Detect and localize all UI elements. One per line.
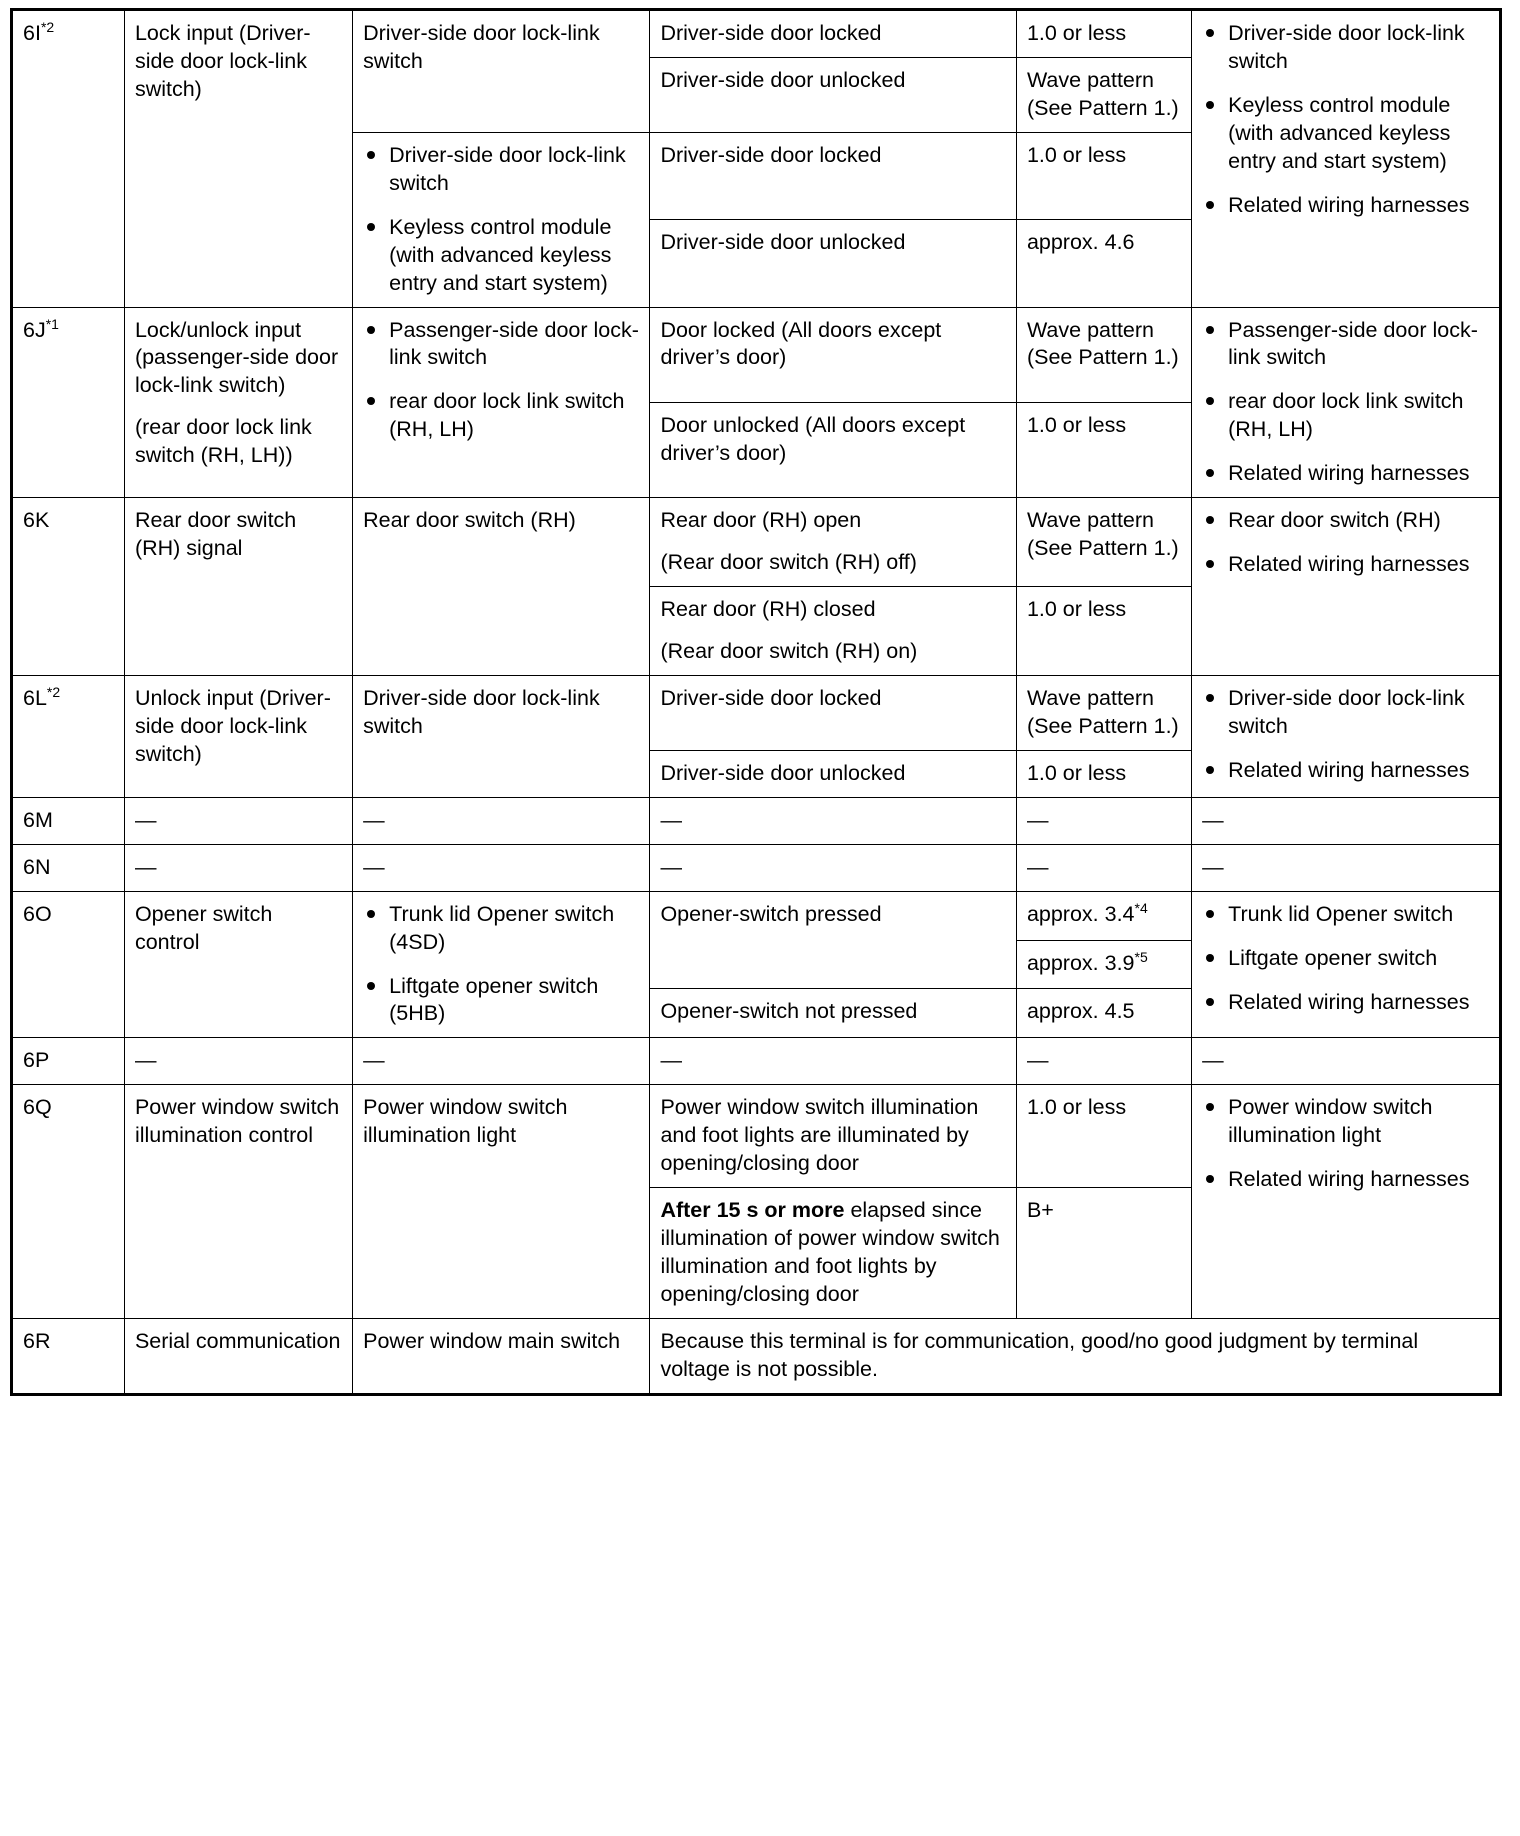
terminal-cell <box>12 1318 125 1394</box>
condition-label: Power window switch illumination and foot lights are illuminated by opening/closing door <box>660 1095 979 1176</box>
signal-cell <box>353 675 650 797</box>
table-row <box>12 1318 1501 1394</box>
item-cell <box>124 891 352 1038</box>
list-item: Driver-side door lock-link switch <box>363 142 639 198</box>
inspection-cell <box>1192 891 1501 1038</box>
voltage-cell <box>1016 1085 1191 1188</box>
list-item: rear door lock link switch (RH, LH) <box>363 388 639 444</box>
item-cell <box>124 498 352 676</box>
condition-label: Door unlocked (All doors except driver’s door) <box>660 412 966 465</box>
condition-label: Driver-side door locked <box>660 685 882 710</box>
table-row <box>12 1085 1501 1188</box>
list-item: Trunk lid Opener switch (4SD) <box>363 901 639 957</box>
item-cell <box>124 675 352 797</box>
table-row <box>12 307 1501 402</box>
signal-list <box>363 142 639 298</box>
list-item: Related wiring harnesses <box>1202 551 1489 579</box>
terminal-label: 6L <box>23 685 47 710</box>
signal-cell <box>353 1085 650 1319</box>
terminal-cell <box>12 891 125 1038</box>
inspection-list <box>1202 685 1489 785</box>
condition-label: Rear door (RH) closed <box>660 597 876 622</box>
condition-cell <box>650 891 1016 989</box>
inspection-list <box>1202 317 1489 489</box>
list-item: Keyless control module (with advanced keyless entry and start system) <box>1202 92 1489 176</box>
item-cell: — <box>124 1038 352 1085</box>
signal-cell <box>353 1318 650 1394</box>
inspection-list <box>1202 20 1489 220</box>
condition-label: elapsed since illumination of power window switch illumination and foot lights by opening/closing door <box>660 1198 1000 1306</box>
signal-cell: — <box>353 844 650 891</box>
item-cell <box>124 1085 352 1319</box>
condition-sublabel: (Rear door switch (RH) on) <box>660 639 918 663</box>
signal-list <box>363 317 639 445</box>
voltage-value: Wave pattern (See Pattern 1.) <box>1026 317 1179 370</box>
terminal-label: 6M <box>23 807 53 832</box>
condition-cell <box>650 675 1016 750</box>
condition-cell <box>650 1188 1016 1319</box>
voltage-cell <box>1016 498 1191 587</box>
table-row <box>12 797 1501 844</box>
terminal-cell <box>12 844 125 891</box>
condition-cell: — <box>650 797 1016 844</box>
inspection-cell <box>1192 498 1501 676</box>
voltage-cell: — <box>1016 1038 1191 1085</box>
terminal-label: 6I <box>23 21 41 45</box>
condition-cell: — <box>650 844 1016 891</box>
voltage-value: 1.0 or less <box>1026 597 1127 622</box>
signal-label: Driver-side door lock-link switch <box>363 21 600 73</box>
terminal-label: 6R <box>23 1328 51 1353</box>
voltage-value: B+ <box>1026 1198 1054 1223</box>
voltage-value: Wave pattern (See Pattern 1.) <box>1026 508 1179 561</box>
inspection-list <box>1202 507 1489 579</box>
signal-list <box>363 901 639 1029</box>
list-item: Driver-side door lock-link switch <box>1202 20 1489 76</box>
item-sublabel: (rear door lock link switch (RH, LH)) <box>134 415 312 468</box>
terminal-cell <box>12 307 125 498</box>
terminal-label: 6J <box>23 317 46 342</box>
voltage-value: approx. 3.9 <box>1026 950 1135 975</box>
condition-label: Opener-switch pressed <box>660 901 882 926</box>
item-label: Rear door switch (RH) signal <box>134 508 297 561</box>
voltage-cell <box>1016 989 1191 1038</box>
table-row <box>12 891 1501 940</box>
signal-cell <box>353 132 650 307</box>
signal-cell <box>353 10 650 133</box>
terminal-label: 6K <box>23 508 50 533</box>
item-cell <box>124 1318 352 1394</box>
condition-label: Driver-side door unlocked <box>660 67 906 92</box>
item-cell: — <box>124 844 352 891</box>
note-text: Because this terminal is for communication, good/no good judgment by terminal voltage is not possible. <box>660 1328 1419 1381</box>
voltage-cell <box>1016 675 1191 750</box>
list-item: Related wiring harnesses <box>1202 989 1489 1017</box>
condition-cell <box>650 1085 1016 1188</box>
voltage-footnote: *5 <box>1134 948 1148 965</box>
voltage-cell <box>1016 10 1191 58</box>
item-cell <box>124 307 352 498</box>
voltage-cell: — <box>1016 797 1191 844</box>
terminal-cell <box>12 1085 125 1319</box>
inspection-list <box>1202 901 1489 1017</box>
note-cell <box>650 1318 1501 1394</box>
inspection-cell <box>1192 307 1501 498</box>
condition-label: Driver-side door unlocked <box>660 230 906 255</box>
voltage-cell <box>1016 57 1191 132</box>
item-label: Opener switch control <box>134 901 273 954</box>
inspection-cell: — <box>1192 844 1501 891</box>
inspection-cell: — <box>1192 797 1501 844</box>
list-item: Related wiring harnesses <box>1202 192 1489 220</box>
list-item: rear door lock link switch (RH, LH) <box>1202 388 1489 444</box>
condition-cell <box>650 989 1016 1038</box>
list-item: Trunk lid Opener switch <box>1202 901 1489 929</box>
condition-label: Driver-side door unlocked <box>660 760 906 785</box>
voltage-cell <box>1016 307 1191 402</box>
voltage-value: 1.0 or less <box>1026 1095 1127 1120</box>
terminal-cell <box>12 1038 125 1085</box>
item-label: Unlock input (Driver-side door lock-link switch) <box>134 685 331 766</box>
table-row <box>12 10 1501 58</box>
condition-cell <box>650 132 1016 219</box>
inspection-cell <box>1192 675 1501 797</box>
terminal-cell <box>12 675 125 797</box>
condition-cell <box>650 498 1016 587</box>
voltage-cell <box>1016 587 1191 676</box>
voltage-cell <box>1016 891 1191 940</box>
list-item: Rear door switch (RH) <box>1202 507 1489 535</box>
signal-cell: — <box>353 797 650 844</box>
inspection-cell <box>1192 10 1501 308</box>
terminal-label: 6P <box>23 1048 50 1073</box>
item-label: Lock/unlock input (passenger-side door lock-link switch) <box>134 317 339 398</box>
voltage-footnote: *4 <box>1134 899 1148 916</box>
terminal-voltage-table <box>10 8 1502 1396</box>
terminal-cell <box>12 797 125 844</box>
voltage-cell <box>1016 940 1191 989</box>
signal-label: Rear door switch (RH) <box>363 508 576 533</box>
voltage-cell: — <box>1016 844 1191 891</box>
table-row <box>12 675 1501 750</box>
item-cell <box>124 10 352 308</box>
signal-label: Power window switch illumination light <box>363 1095 568 1148</box>
signal-cell: — <box>353 1038 650 1085</box>
terminal-cell <box>12 498 125 676</box>
voltage-value: 1.0 or less <box>1026 142 1127 167</box>
voltage-cell <box>1016 1188 1191 1319</box>
item-label: Serial communication <box>134 1328 341 1353</box>
list-item: Related wiring harnesses <box>1202 460 1489 488</box>
terminal-cell <box>12 10 125 308</box>
condition-cell <box>650 10 1016 58</box>
signal-cell <box>353 498 650 676</box>
item-cell: — <box>124 797 352 844</box>
voltage-value: approx. 3.4 <box>1026 901 1135 926</box>
list-item: Liftgate opener switch (5HB) <box>363 973 639 1029</box>
table-row <box>12 498 1501 587</box>
list-item: Keyless control module (with advanced keyless entry and start system) <box>363 214 639 298</box>
condition-label: Rear door (RH) open <box>660 508 862 533</box>
signal-cell <box>353 307 650 498</box>
terminal-label: 6N <box>23 854 51 879</box>
voltage-value: Wave pattern (See Pattern 1.) <box>1026 67 1179 120</box>
table-row <box>12 844 1501 891</box>
list-item: Liftgate opener switch <box>1202 945 1489 973</box>
condition-label: Opener-switch not pressed <box>660 999 918 1024</box>
voltage-cell <box>1016 132 1191 219</box>
condition-sublabel: (Rear door switch (RH) off) <box>660 550 917 575</box>
terminal-footnote: *2 <box>40 18 55 35</box>
voltage-value: approx. 4.5 <box>1026 999 1135 1024</box>
table-row <box>12 1038 1501 1085</box>
condition-cell <box>650 750 1016 797</box>
voltage-value: 1.0 or less <box>1026 21 1127 45</box>
signal-label: Power window main switch <box>363 1328 621 1353</box>
voltage-value: approx. 4.6 <box>1026 230 1135 255</box>
list-item: Power window switch illumination light <box>1202 1094 1489 1150</box>
voltage-value: Wave pattern (See Pattern 1.) <box>1026 685 1179 738</box>
list-item: Driver-side door lock-link switch <box>1202 685 1489 741</box>
condition-label: Driver-side door locked <box>660 21 882 45</box>
item-label: Power window switch illumination control <box>134 1095 340 1148</box>
list-item: Related wiring harnesses <box>1202 757 1489 785</box>
voltage-value: 1.0 or less <box>1026 760 1127 785</box>
condition-cell <box>650 402 1016 497</box>
condition-cell <box>650 220 1016 307</box>
list-item: Passenger-side door lock-link switch <box>1202 317 1489 373</box>
condition-label: Driver-side door locked <box>660 142 882 167</box>
condition-cell <box>650 57 1016 132</box>
condition-cell <box>650 307 1016 402</box>
list-item: Related wiring harnesses <box>1202 1166 1489 1194</box>
signal-cell <box>353 891 650 1038</box>
signal-label: Driver-side door lock-link switch <box>363 685 600 738</box>
condition-label: Door locked (All doors except driver’s door) <box>660 317 942 370</box>
condition-cell <box>650 587 1016 676</box>
terminal-footnote: *1 <box>45 315 59 332</box>
terminal-label: 6Q <box>23 1095 52 1120</box>
inspection-list <box>1202 1094 1489 1194</box>
inspection-cell: — <box>1192 1038 1501 1085</box>
inspection-cell <box>1192 1085 1501 1319</box>
voltage-value: 1.0 or less <box>1026 412 1127 437</box>
condition-cell: — <box>650 1038 1016 1085</box>
voltage-cell <box>1016 402 1191 497</box>
voltage-cell <box>1016 220 1191 307</box>
voltage-cell <box>1016 750 1191 797</box>
condition-emphasis: After 15 s or more <box>660 1198 845 1223</box>
item-label: Lock input (Driver-side door lock-link switch) <box>134 21 311 101</box>
terminal-label: 6O <box>23 901 52 926</box>
list-item: Passenger-side door lock-link switch <box>363 317 639 373</box>
terminal-footnote: *2 <box>46 683 61 700</box>
